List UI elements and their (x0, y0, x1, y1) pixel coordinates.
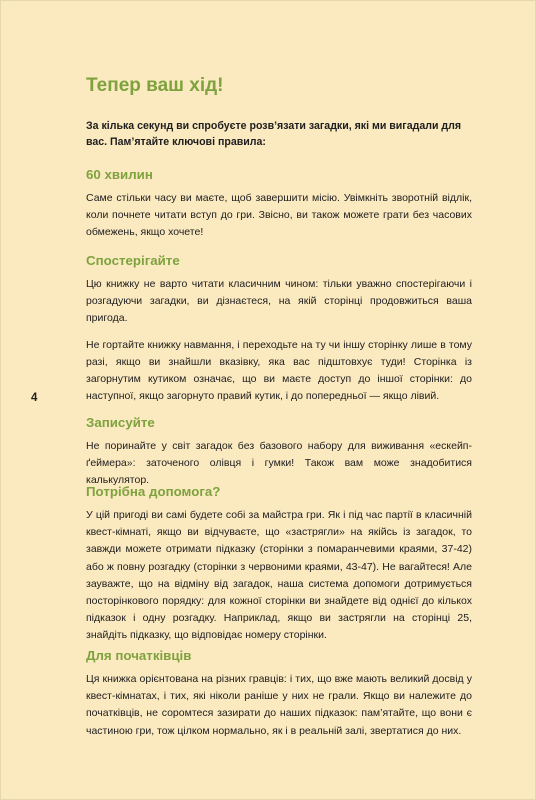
section-paragraph: Цю книжку не варто читати класичним чином: тільки уважно спостерігаючи і розгадуючи загадки, ви дізнаєтеся, на якій сторінці продовжиться ваша пригода. (86, 278, 472, 325)
section-heading: Записуйте (86, 415, 155, 430)
section-60-minutes (86, 167, 472, 251)
page-title: Тепер ваш хід! (86, 75, 224, 96)
intro-text: За кілька секунд ви спробуєте розв’язати загадки, які ми вигадали для вас. Пам’ятайте ключові правила: (86, 120, 462, 148)
section-heading: 60 хвилин (86, 167, 153, 182)
page-number: 4 (31, 392, 38, 404)
section-paragraph: Не поринайте у світ загадок без базового набору для виживання «ескейп-ґеймера»: заточеного олівця і гумки! Також вам може знадобитися калькулятор. (86, 440, 472, 487)
section-help (86, 484, 472, 654)
section-beginners (86, 648, 472, 749)
section-paragraph: Саме стільки часу ви маєте, щоб завершити місію. Увімкніть зворотній відлік, коли почнете читати вступ до гри. Звісно, ви також можете грати без часових обмежень, якщо хочете! (86, 192, 472, 239)
section-paragraph: У цій пригоді ви самі будете собі за майстра гри. Як і під час партії в класичній квест-кімнаті, якщо ви відчуваєте, що «застрягли» на якійсь із загадок, то завжди можете отримати підказку (сторінки з помаранчевими краями, 37-42) або ж повну розгадку (сторінки з червоними краями, 43-47). Не вагайтеся! Але зауважте, що на відміну від загадок, наша система допомоги дотримується посторінкового порядку: для кожної сторінки ви знайдете від однієї до кількох підказок і одну розгадку. Наприклад, якщо ви застрягли на сторінці 25, знайдіть підказку, що відповідає номеру сторінки. (86, 509, 472, 642)
section-paragraph: Ця книжка орієнтована на різних гравців: і тих, що вже мають великий досвід у квест-кімнатах, і тих, які ніколи раніше у них не грали. Якщо ви належите до початківців, не соромтеся зазирати до наших підказок: пам’ятайте, що вони є частиною гри, тож цілком нормально, як і в реальній залі, звертатися до них. (86, 673, 472, 737)
section-observe (86, 253, 472, 414)
section-heading: Спостерігайте (86, 253, 180, 268)
section-heading: Для початківців (86, 648, 192, 663)
section-heading: Потрібна допомога? (86, 484, 221, 499)
section-paragraph: Не гортайте книжку навмання, і переходьте на ту чи іншу сторінку лише в тому разі, якщо ви знайшли вказівку, яка вас підштовхує туди! Сторінка із загорнутим кутиком означає, що ви маєте доступ до іншої сторінки: до наступної, якщо загорнуто правий кутик, і до попередньої — якщо лівий. (86, 338, 472, 403)
